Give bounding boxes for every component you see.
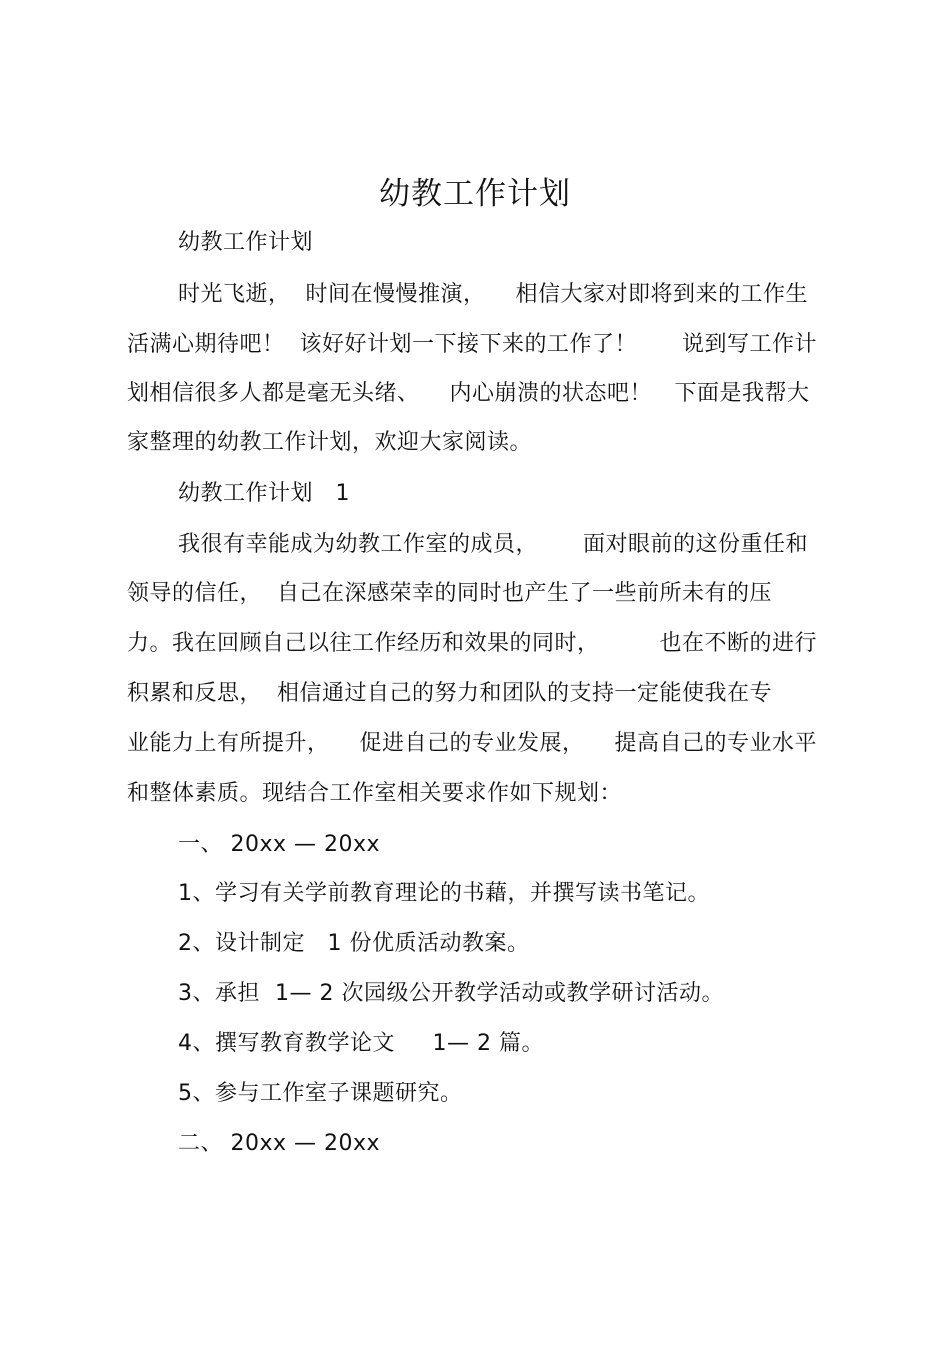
list-item: 2、设计制定 1 份优质活动教案。 [178, 931, 530, 956]
intro-line: 家整理的幼教工作计划，欢迎大家阅读。 [127, 430, 533, 455]
section-heading-two: 二、 20xx — 20xx [178, 1131, 381, 1156]
section-heading-one: 一、 20xx — 20xx [178, 832, 381, 857]
plan-heading: 幼教工作计划 1 [178, 481, 350, 506]
body-line: 领导的信任， 自己在深感荣幸的同时也产生了一些前所未有的压 [127, 581, 772, 606]
body-line: 和整体素质。现结合工作室相关要求作如下规划： [127, 781, 623, 806]
body-line: 我很有幸能成为幼教工作室的成员， 面对眼前的这份重任和 [178, 532, 808, 557]
list-item: 5、参与工作室子课题研究。 [178, 1081, 463, 1106]
document-title: 幼教工作计划 [379, 176, 571, 212]
intro-line: 时光飞逝， 时间在慢慢推演， 相信大家对即将到来的工作生 [178, 282, 808, 307]
body-line: 业能力上有所提升， 促进自己的专业发展， 提高自己的专业水平 [127, 731, 817, 756]
list-item: 4、撰写教育教学论文 1— 2 篇。 [178, 1031, 544, 1056]
list-item: 1、学习有关学前教育理论的书藉，并撰写读书笔记。 [178, 881, 710, 906]
document-subtitle: 幼教工作计划 [178, 230, 314, 255]
body-line: 积累和反思， 相信通过自己的努力和团队的支持一定能使我在专 [127, 681, 772, 706]
body-line: 力。我在回顾自己以往工作经历和效果的同时， 也在不断的进行 [127, 631, 817, 656]
list-item: 3、承担 1— 2 次园级公开教学活动或教学研讨活动。 [178, 981, 724, 1006]
intro-line: 划相信很多人都是毫无头绪、 内心崩溃的状态吧！ 下面是我帮大 [127, 381, 810, 406]
intro-line: 活满心期待吧！ 该好好计划一下接下来的工作了！ 说到写工作计 [127, 332, 817, 357]
